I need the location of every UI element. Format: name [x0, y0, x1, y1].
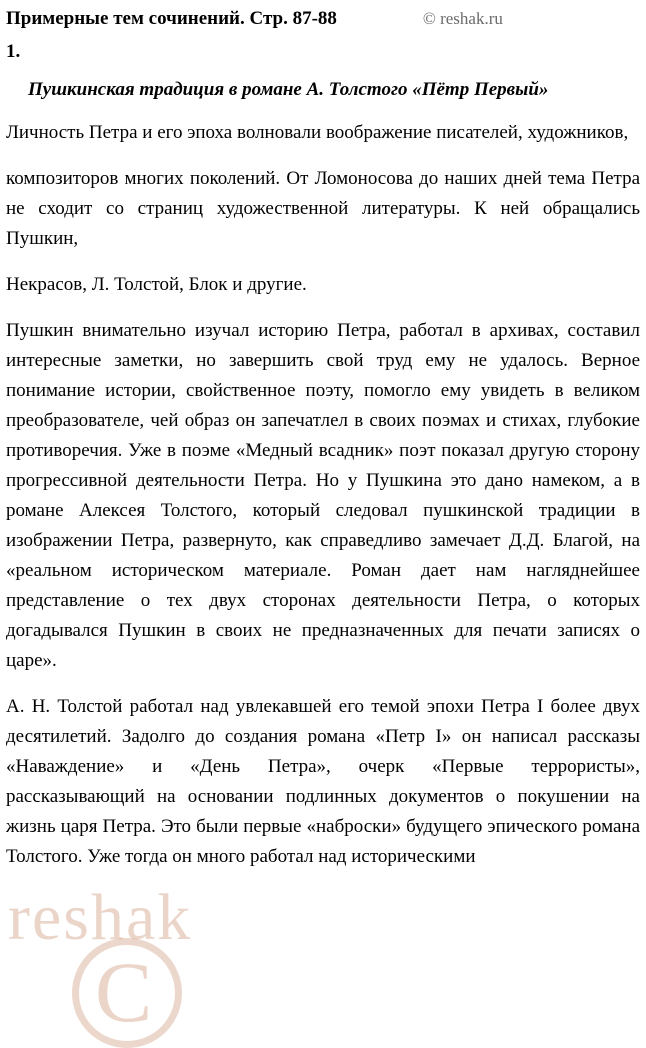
paragraph: Некрасов, Л. Толстой, Блок и другие. [6, 274, 307, 295]
paragraph: Пушкин внимательно изучал историю Петра, работал в архивах, составил интересные заметки, но завершить свой труд ему не удалось. Верное понимание истории, свойственное поэту, помогло ему увидеть в великом преобразователе, чей образ он запечатлел в своих поэмах и стихах, глубокие противоречия. Уже в поэме «Медный всадник» поэт показал другую сторону прогрессивной деятельности Петра. Но у Пушкина это дано намеком, а в романе Алексея Толстого, который следовал пушкинской традиции в изображении Петра, развернуто, как справедливо замечает Д.Д. Благой, на «реальном историческом материале. Роман дает нам нагляднейшее представление о тех двух сторонах деятельности Петра, о которых догадывался Пушкин в своих не предназначенных для печати записях о царе». [6, 320, 640, 671]
paragraph: композиторов многих поколений. От Ломоносова до наших дней тема Петра не сходит со страниц художественной литературы. К ней обращались Пушкин, [6, 168, 640, 249]
watermark-letter: C [95, 944, 153, 1040]
watermark-circle [72, 938, 182, 1048]
watermark-text: reshak [8, 881, 193, 954]
paragraph: Личность Петра и его эпоха волновали воображение писателей, художников, [6, 122, 629, 143]
site-brand: © reshak.ru [422, 9, 503, 28]
essay-subtitle: Пушкинская традиция в романе А. Толстого «Пётр Первый» [28, 79, 549, 100]
paragraph: А. Н. Толстой работал над увлекавшей его темой эпохи Петра I более двух десятилетий. Задолго до создания романа «Петр I» он написал рассказы «Наваждение» и «День Петра», очерк «Первые террористы», рассказывающий на основании подлинных документов о покушении на жизнь царя Петра. Это были первые «наброски» будущего эпического романа Толстого. Уже тогда он много работал над историческими [6, 696, 640, 867]
item-number: 1. [6, 41, 21, 62]
document-content [6, 8, 640, 872]
page-title: Примерные тем сочинений. Стр. 87-88 [6, 8, 337, 29]
watermark [0, 862, 646, 1040]
document-header [6, 8, 640, 30]
